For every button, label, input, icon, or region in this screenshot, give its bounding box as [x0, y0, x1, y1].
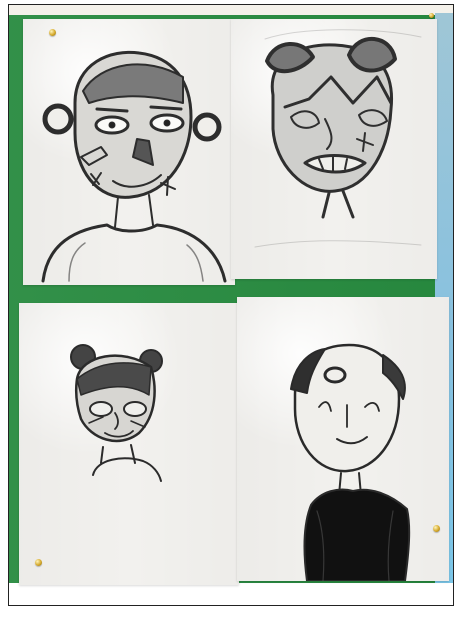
thumbtack-pin: [49, 29, 56, 36]
drawing-bald-boy-art: [23, 19, 235, 285]
drawing-scribbled-face-art: [231, 19, 437, 279]
drawing-scribbled-face: [231, 19, 437, 279]
thumbtack-pin: [35, 559, 42, 566]
thumbtack-pin: [429, 13, 434, 18]
drawing-girl-buns: [19, 303, 239, 585]
photo-frame: [8, 4, 454, 606]
drawing-girl-buns-art: [19, 303, 239, 585]
drawing-boy-black-shirt-art: [237, 297, 449, 581]
top-wall-strip: [9, 5, 453, 15]
drawing-bald-boy: [23, 19, 235, 285]
thumbtack-pin: [433, 525, 440, 532]
drawing-boy-black-shirt: [237, 297, 449, 581]
bottom-wall-strip: [9, 583, 453, 605]
